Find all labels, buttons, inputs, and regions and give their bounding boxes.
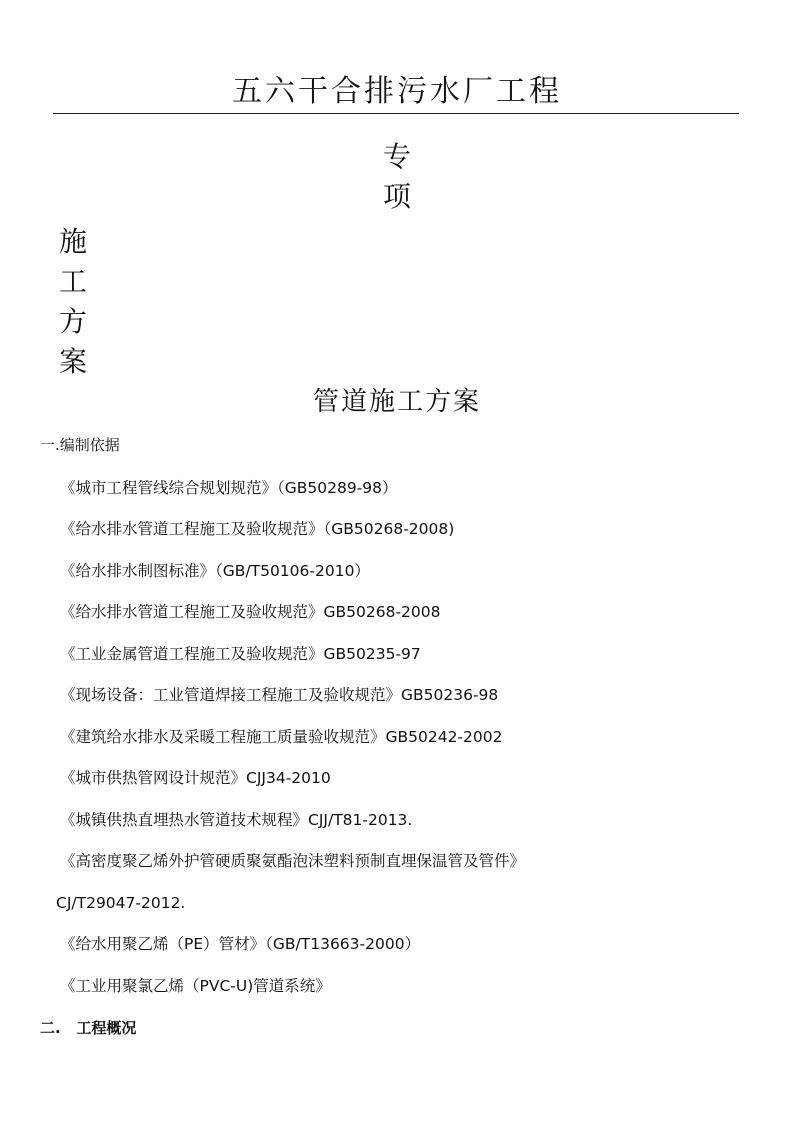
- reference-item: 《现场设备：工业管道焊接工程施工及验收规范》GB50236-98: [60, 686, 499, 704]
- vertical-char-xiang: 项: [382, 180, 411, 213]
- reference-item: 《城镇供热直埋热水管道技术规程》CJJ/T81-2013.: [60, 811, 413, 829]
- reference-item: 《城市工程管线综合规划规范》（GB50289-98）: [60, 479, 398, 497]
- vertical-char-fang: 方: [58, 305, 87, 338]
- vertical-char-zhuan: 专: [382, 140, 411, 173]
- reference-item-continuation: CJ/T29047-2012.: [56, 894, 186, 912]
- section-heading-overview: 二. 工程概况: [40, 1019, 137, 1037]
- reference-item: 《给水用聚乙烯（PE）管材》（GB/T13663-2000）: [60, 935, 421, 953]
- reference-item: 《给水排水管道工程施工及验收规范》（GB50268-2008): [60, 520, 455, 538]
- reference-item: 《建筑给水排水及采暖工程施工质量验收规范》GB50242-2002: [60, 728, 503, 746]
- document-title: 五六干合排污水厂工程: [232, 74, 562, 109]
- reference-item: 《工业用聚氯乙烯（PVC-U)管道系统》: [60, 977, 331, 995]
- reference-item: 《给水排水制图标准》（GB/T50106-2010）: [60, 562, 370, 580]
- vertical-char-shi: 施: [58, 225, 87, 258]
- title-underline: [53, 113, 739, 114]
- reference-item: 《给水排水管道工程施工及验收规范》GB50268-2008: [60, 603, 441, 621]
- vertical-char-an: 案: [58, 345, 87, 378]
- section-heading-basis: 一.编制依据: [40, 436, 120, 454]
- section-subtitle: 管道施工方案: [312, 387, 481, 417]
- reference-item: 《城市供热管网设计规范》CJJ34-2010: [60, 769, 331, 787]
- reference-item: 《高密度聚乙烯外护管硬质聚氨酯泡沫塑料预制直埋保温管及管件》: [60, 852, 526, 870]
- reference-item: 《工业金属管道工程施工及验收规范》GB50235-97: [60, 645, 421, 663]
- vertical-char-gong: 工: [58, 265, 87, 298]
